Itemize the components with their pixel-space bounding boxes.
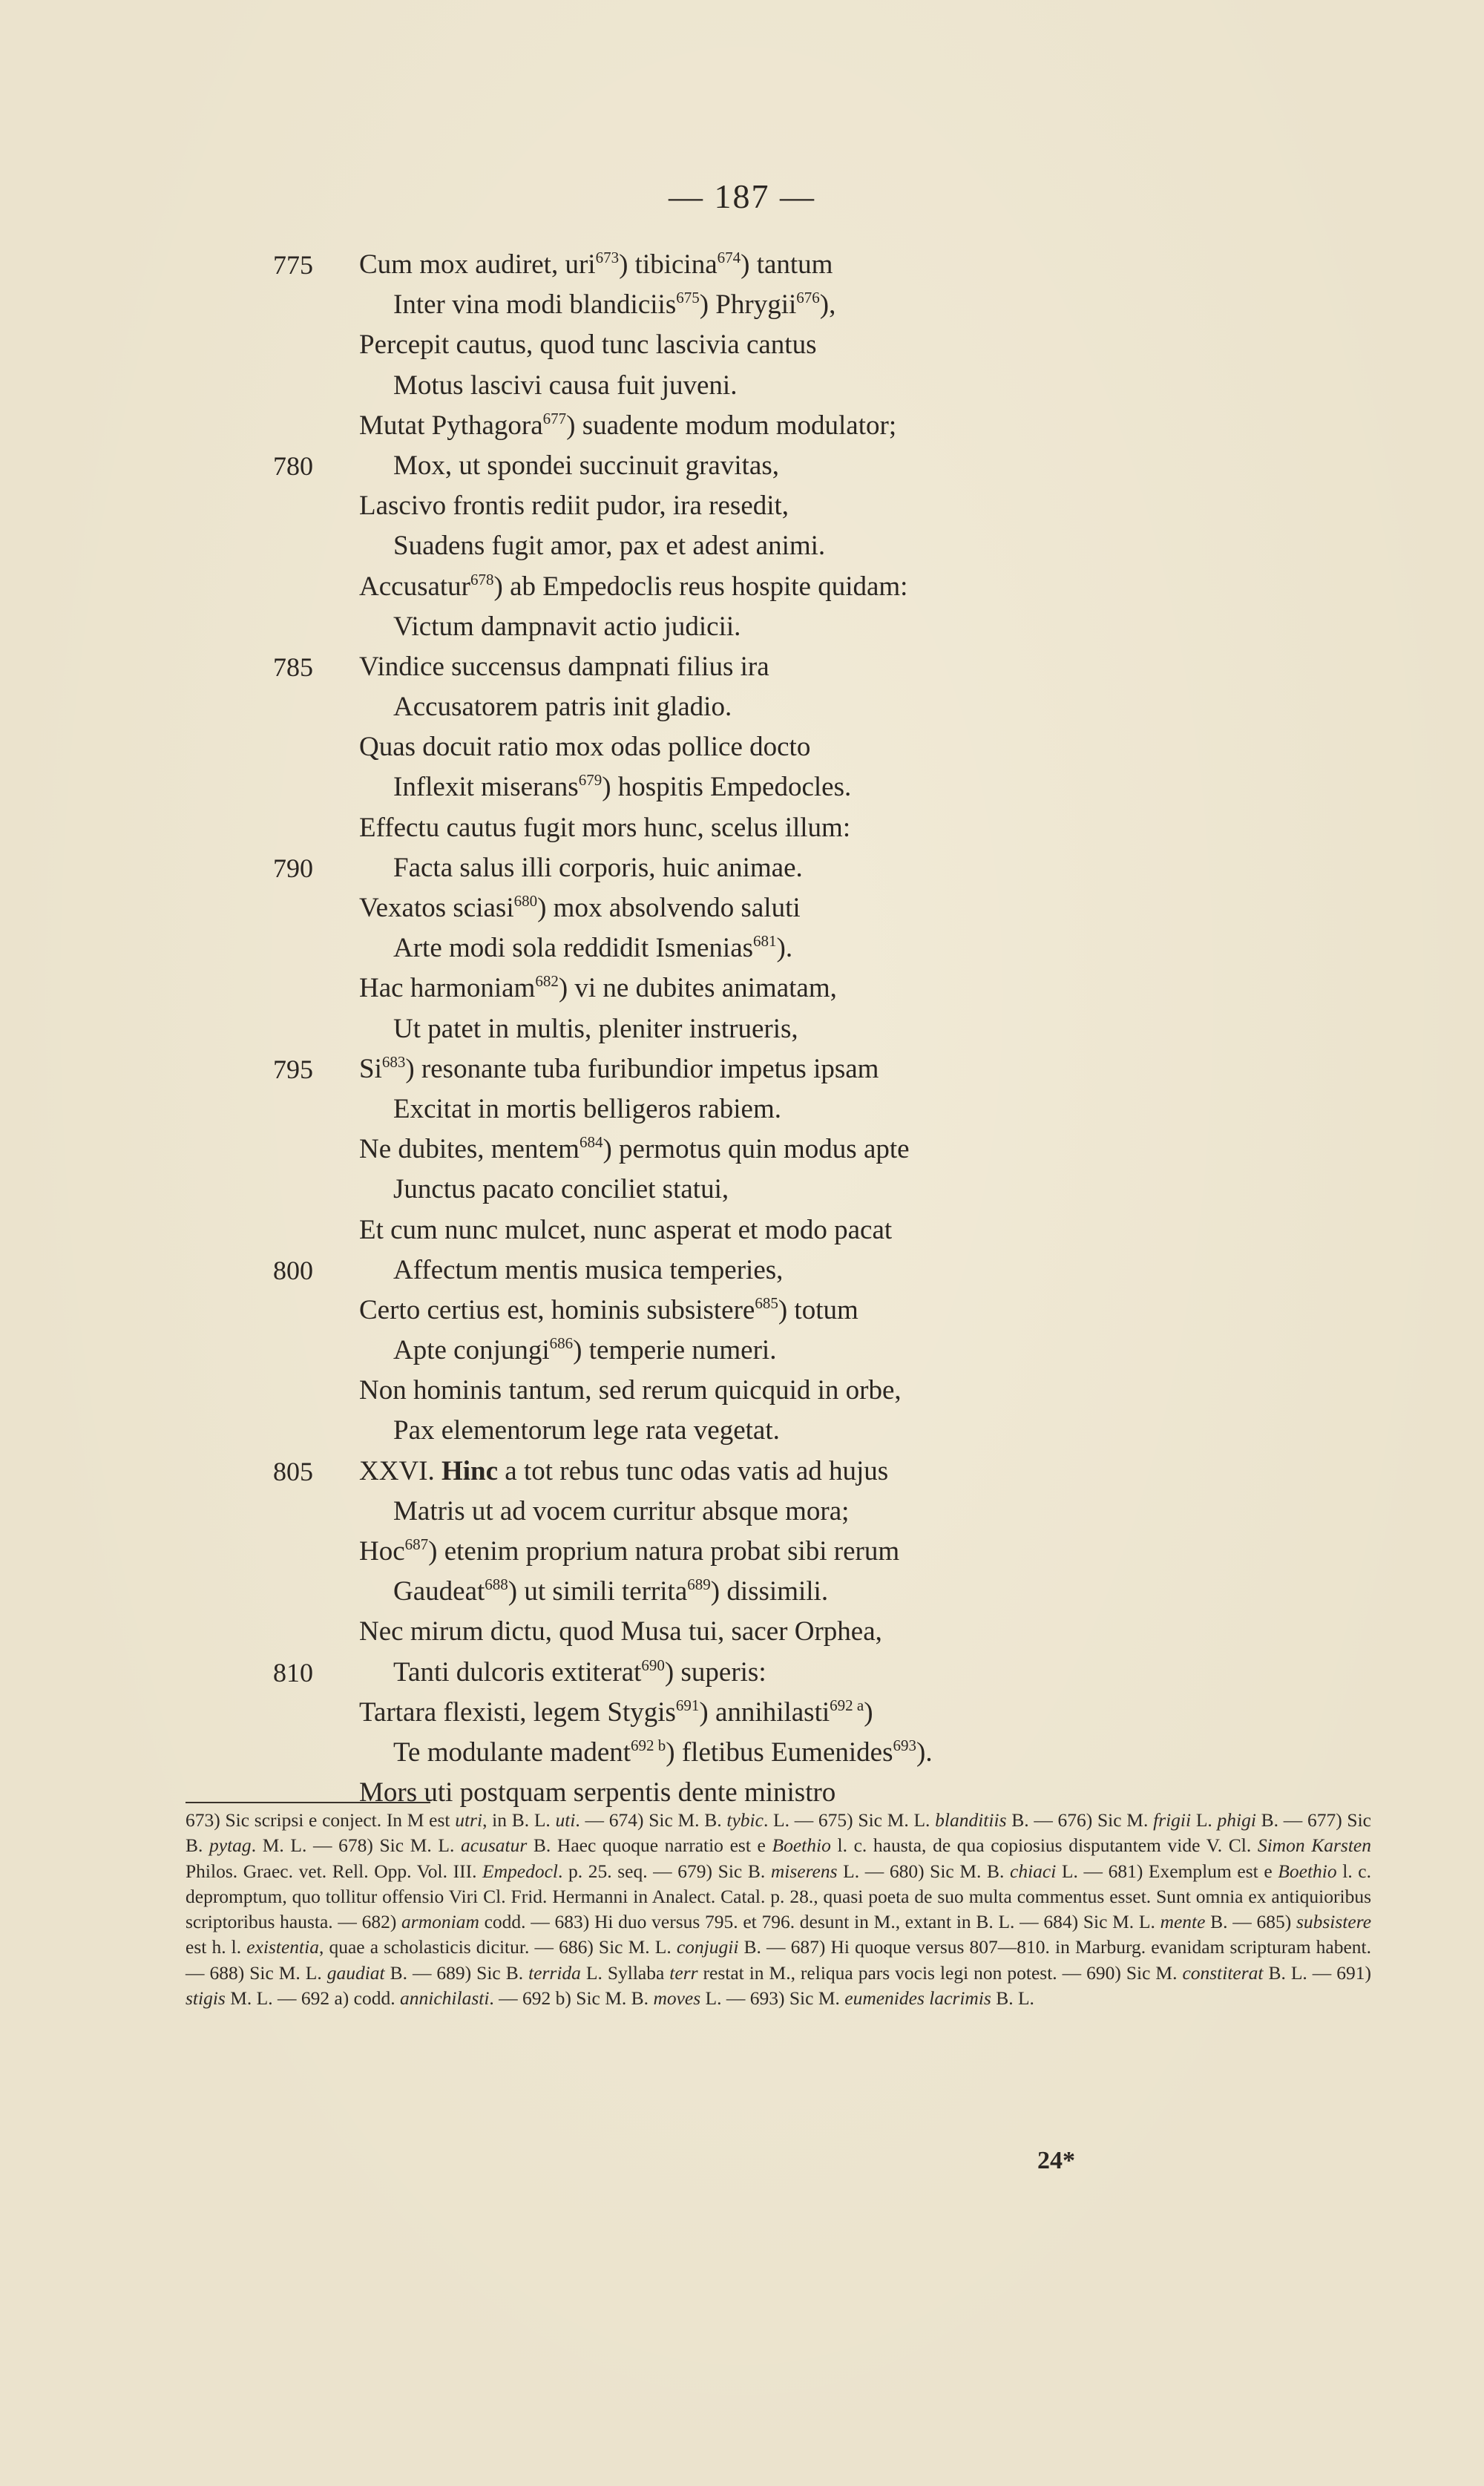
verse-text: Pax elementorum lege rata vegetat. <box>393 1415 780 1446</box>
verse-line <box>0 285 1484 325</box>
verse-text: Hoc$^{687}$) etenim proprium natura probat sibi rerum <box>359 1535 900 1567</box>
verse-text: Percepit cautus, quod tunc lascivia cantus <box>359 329 817 361</box>
verse-text: Vindice succensus dampnati filius ira <box>359 651 769 682</box>
verse-line <box>0 687 1484 727</box>
verse-line <box>0 1693 1484 1733</box>
verse-line <box>0 526 1484 566</box>
line-number: 805 <box>273 1456 313 1486</box>
verse-line <box>0 848 1484 888</box>
line-number: 790 <box>273 853 313 883</box>
verse-line <box>0 1049 1484 1089</box>
verse-text: Mox, ut spondei succinuit gravitas, <box>393 450 779 481</box>
line-number: 800 <box>273 1255 313 1285</box>
verse-line <box>0 1290 1484 1331</box>
verse-line <box>0 567 1484 607</box>
verse-line <box>0 1653 1484 1693</box>
verse-line <box>0 607 1484 647</box>
verse-text: Cum mox audiret, uri$^{673}$) tibicina$^{674}$) tantum <box>359 249 833 280</box>
verse-text: Effectu cautus fugit mors hunc, scelus illum: <box>359 812 851 843</box>
verse-text: Apte conjungi$^{686}$) temperie numeri. <box>393 1334 777 1366</box>
verse-text: Tartara flexisti, legem Stygis$^{691}$) annihilasti$^{692 a}$) <box>359 1696 873 1728</box>
line-number: 785 <box>273 652 313 682</box>
line-number: 775 <box>273 250 313 280</box>
verse-line <box>0 1371 1484 1411</box>
verse-text: Lascivo frontis rediit pudor, ira resedit, <box>359 491 789 522</box>
verse-text: Si$^{683}$) resonante tuba furibundior impetus ipsam <box>359 1052 879 1084</box>
verse-line <box>0 446 1484 486</box>
verse-line <box>0 366 1484 406</box>
verse-line <box>0 888 1484 928</box>
verse-text: Motus lascivi causa fuit juveni. <box>393 370 738 401</box>
verse-text: Inter vina modi blandiciis$^{675}$) Phrygii$^{676}$), <box>393 289 836 321</box>
verse-line <box>0 1089 1484 1129</box>
footnote-text: 673) Sic scripsi e conject. In M est utri, in B. L. uti. — 674) Sic M. B. tybic. L. — 675) Sic M. L. blanditiis B. — 676) Sic M. frigii L. phigi B. — 677) Sic B. pytag. M. L. — 678) Sic M. L. acusatur B. Haec quoque narratio est e Boethio l. c. hausta, de qua copiosius disputantem vide V. Cl. Simon Karsten Philos. Graec. vet. Rell. Opp. Vol. III. Empedocl. p. 25. seq. — 679) Sic B. miserens L. — 680) Sic M. B. chiaci L. — 681) Exemplum est e Boethio l. c. depromptum, quo tollitur offensio Viri Cl. Frid. Hermanni in Analect. Catal. p. 28., quasi poeta de suo multa commentus esset. Sunt omnia ex antiquioribus scriptoribus hausta. — 682) armoniam codd. — 683) Hi duo versus 795. et 796. desunt in M., extant in B. L. — 684) Sic M. L. mente B. — 685) subsistere est h. l. existentia, quae a scholasticis dicitur. — 686) Sic M. L. conjugii B. — 687) Hi quoque versus 807—810. in Marburg. evanidam scripturam habent. — 688) Sic M. L. gaudiat B. — 689) Sic B. terrida L. Syllaba terr restat in M., reliqua pars vocis legi non potest. — 690) Sic M. constiterat B. L. — 691) stigis M. L. — 692 a) codd. annichilasti. — 692 b) Sic M. B. moves L. — 693) Sic M. eumenides lacrimis B. L. <box>186 1809 1372 2010</box>
verse-text: Victum dampnavit actio judicii. <box>393 611 741 642</box>
verse-line <box>0 1572 1484 1612</box>
verse-line <box>0 1411 1484 1451</box>
verse-line <box>0 1733 1484 1773</box>
verse-line <box>0 245 1484 285</box>
verse-line <box>0 1250 1484 1290</box>
verse-text: Ut patet in multis, pleniter instrueris, <box>393 1013 798 1044</box>
verse-block <box>0 245 1484 1813</box>
verse-text: Tanti dulcoris extiterat$^{690}$) superis: <box>393 1656 766 1688</box>
verse-line <box>0 1170 1484 1210</box>
signature-mark: 24* <box>1037 2147 1075 2174</box>
line-number: 780 <box>273 450 313 481</box>
verse-text: Junctus pacato conciliet statui, <box>393 1174 729 1205</box>
page-header <box>0 177 1484 216</box>
verse-line <box>0 808 1484 848</box>
verse-text: Accusatorem patris init gladio. <box>393 692 732 723</box>
verse-text: Non hominis tantum, sed rerum quicquid in orbe, <box>359 1375 902 1406</box>
verse-text: Ne dubites, mentem$^{684}$) permotus quin modus apte <box>359 1133 910 1165</box>
verse-text: Matris ut ad vocem curritur absque mora; <box>393 1495 850 1526</box>
verse-line <box>0 486 1484 526</box>
verse-line <box>0 647 1484 687</box>
verse-line <box>0 767 1484 807</box>
footnote-rule <box>186 1802 430 1803</box>
verse-text: Inflexit miserans$^{679}$) hospitis Empedocles. <box>393 771 852 803</box>
verse-text: Certo certius est, hominis subsistere$^{685}$) totum <box>359 1293 858 1325</box>
verse-line <box>0 1452 1484 1492</box>
verse-line <box>0 968 1484 1008</box>
verse-line <box>0 928 1484 968</box>
verse-text: Te modulante madent$^{692 b}$) fletibus Eumenides$^{693}$). <box>393 1736 933 1768</box>
verse-text: Accusatur$^{678}$) ab Empedoclis reus hospite quidam: <box>359 570 908 602</box>
verse-line <box>0 1210 1484 1250</box>
verse-text: Facta salus illi corporis, huic animae. <box>393 852 803 883</box>
verse-line <box>0 1492 1484 1532</box>
verse-text: Affectum mentis musica temperies, <box>393 1254 784 1285</box>
verse-text: Et cum nunc mulcet, nunc asperat et modo pacat <box>359 1214 893 1245</box>
verse-text: Quas docuit ratio mox odas pollice docto <box>359 732 811 763</box>
verse-text: Excitat in mortis belligeros rabiem. <box>393 1093 782 1124</box>
verse-text: Vexatos sciasi$^{680}$) mox absolvendo saluti <box>359 892 801 923</box>
verse-text: Arte modi sola reddidit Ismenias$^{681}$). <box>393 932 793 964</box>
verse-text: Mutat Pythagora$^{677}$) suadente modum modulator; <box>359 409 897 441</box>
line-number: 795 <box>273 1054 313 1084</box>
verse-text: XXVI. Hinc a tot rebus tunc odas vatis ad hujus <box>359 1455 889 1486</box>
footnotes <box>186 1808 1371 2011</box>
verse-text: Suadens fugit amor, pax et adest animi. <box>393 531 826 562</box>
verse-line <box>0 1532 1484 1572</box>
verse-text: Mors uti postquam serpentis dente ministro <box>359 1777 836 1808</box>
verse-line <box>0 406 1484 446</box>
line-number: 810 <box>273 1657 313 1688</box>
verse-line <box>0 1331 1484 1371</box>
verse-text: Nec mirum dictu, quod Musa tui, sacer Orphea, <box>359 1616 882 1647</box>
verse-text: Gaudeat$^{688}$) ut simili territa$^{689}$) dissimili. <box>393 1575 829 1607</box>
verse-line <box>0 1129 1484 1170</box>
verse-line <box>0 325 1484 365</box>
verse-text: Hac harmoniam$^{682}$) vi ne dubites animatam, <box>359 972 837 1004</box>
verse-line <box>0 1009 1484 1049</box>
verse-line <box>0 727 1484 767</box>
verse-line <box>0 1612 1484 1652</box>
page-number: — 187 — <box>669 177 815 215</box>
